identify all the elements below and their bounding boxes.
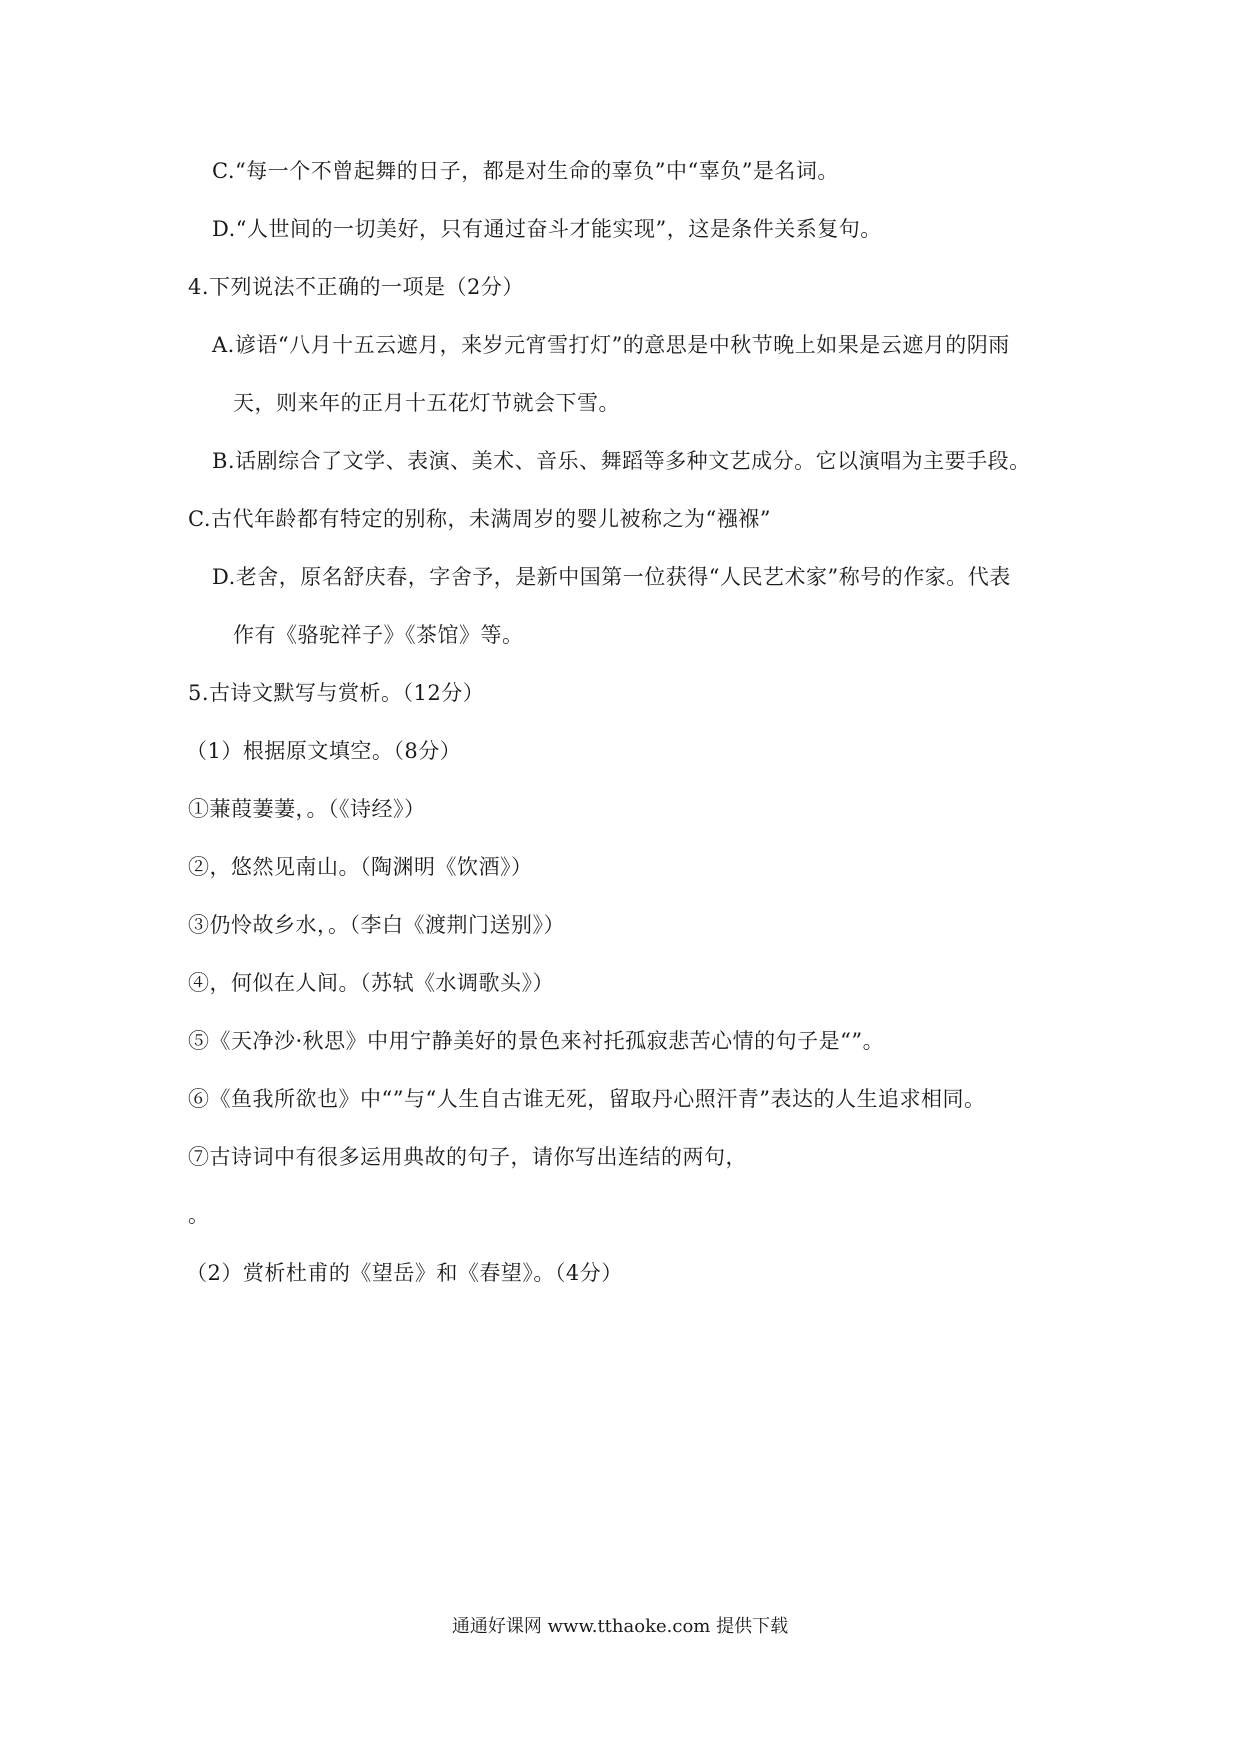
q5-part-1-title: （1）根据原文填空。（8分） bbox=[186, 739, 462, 763]
q4-option-a-line-1: A.谚语“八月十五云遮月，来岁元宵雪打灯”的意思是中秋节晚上如果是云遮月的阴雨 bbox=[212, 333, 1010, 357]
q5-item-5: ⑤《天净沙·秋思》中用宁静美好的景色来衬托孤寂悲苦心情的句子是“”。 bbox=[188, 1029, 885, 1053]
question-4-title: 4.下列说法不正确的一项是（2分） bbox=[188, 275, 524, 299]
q4-option-d-line-1: D.老舍，原名舒庆春，字舍予，是新中国第一位获得“人民艺术家”称号的作家。代表 bbox=[212, 565, 1011, 589]
q5-item-3: ③仍怜故乡水，。（李白《渡荆门送别》） bbox=[188, 913, 565, 937]
q5-item-6: ⑥《鱼我所欲也》中“”与“人生自古谁无死，留取丹心照汗青”表达的人生追求相同。 bbox=[188, 1087, 986, 1111]
question-5-title: 5.古诗文默写与赏析。（12分） bbox=[188, 681, 485, 705]
q5-item-1: ①蒹葭萋萋，。（《诗经》） bbox=[188, 797, 426, 821]
q4-option-d-line-2: 作有《骆驼祥子》《茶馆》等。 bbox=[233, 623, 524, 647]
page-footer: 通通好课网 www.tthaoke.com 提供下载 bbox=[451, 1616, 789, 1637]
q5-item-7-continuation: 。 bbox=[188, 1203, 210, 1227]
q4-option-b-line: B.话剧综合了文学、表演、美术、音乐、舞蹈等多种文艺成分。它以演唱为主要手段。 bbox=[212, 449, 1031, 473]
option-d-line: D.“人世间的一切美好，只有通过奋斗才能实现”，这是条件关系复句。 bbox=[212, 217, 882, 241]
q5-item-2: ②，悠然见南山。（陶渊明《饮酒》） bbox=[188, 855, 533, 879]
q4-option-c-line: C.古代年龄都有特定的别称，未满周岁的婴儿被称之为“襁褓” bbox=[188, 507, 771, 531]
q5-part-2-title: （2）赏析杜甫的《望岳》和《春望》。（4分） bbox=[186, 1261, 623, 1285]
q4-option-a-line-2: 天，则来年的正月十五花灯节就会下雪。 bbox=[233, 391, 620, 415]
option-c-line: C.“每一个不曾起舞的日子，都是对生命的辜负”中“辜负”是名词。 bbox=[212, 159, 839, 183]
q5-item-7: ⑦古诗词中有很多运用典故的句子，请你写出连结的两句， bbox=[188, 1145, 747, 1169]
q5-item-4: ④，何似在人间。（苏轼《水调歌头》） bbox=[188, 971, 554, 995]
